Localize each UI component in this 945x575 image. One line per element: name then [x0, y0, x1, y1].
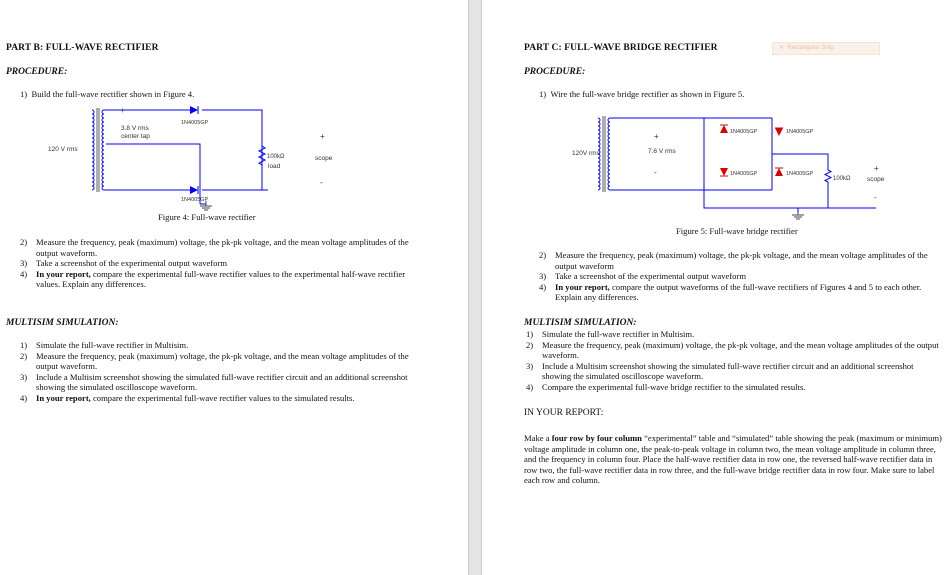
diode-top-label: 1N4005GP [181, 120, 209, 126]
plus-primary: + [120, 106, 125, 115]
diode-3-label: 1N4005GP [730, 171, 758, 177]
step-1-text: Wire the full-wave bridge rectifier as shown in Figure 5. [550, 89, 745, 99]
figure-4-circuit [0, 100, 468, 218]
multisim-step-2: 2) Measure the frequency, peak (maximum) voltage, the pk-pk voltage, and the mean voltage amplitudes of the output waveform. [20, 350, 409, 372]
source-label: 120V rms [572, 150, 600, 157]
right-page [482, 0, 945, 575]
multisim-step-4: 4) Compare the experimental full-wave bridge rectifier to the simulated results. [526, 381, 806, 392]
ground-symbol [792, 212, 804, 219]
diode-3-symbol [720, 168, 728, 176]
step-4: 4) In your report, compare the experimental full-wave rectifier values to the experimental half-wave rectifier values. Explain any differences. [20, 268, 406, 290]
procedure-label: PROCEDURE: [6, 67, 68, 77]
diode-bottom-symbol [190, 186, 198, 194]
center-tap-label: center tap [121, 133, 150, 140]
step-2: 2) Measure the frequency, peak (maximum) voltage, the pk-pk voltage, and the mean voltage amplitudes of the output waveform. [20, 237, 409, 258]
diode-bottom-label: 1N4005GP [181, 197, 209, 203]
diode-2-label: 1N4005GP [786, 129, 814, 135]
plus-secondary: + [654, 132, 659, 141]
diode-4-label: 1N4005GP [786, 171, 814, 177]
resistor-value: 100kΩ [267, 154, 285, 160]
multisim-steps [526, 329, 943, 393]
plus-scope: + [320, 132, 325, 141]
procedure-steps [20, 237, 415, 290]
step-1: 1) Build the full-wave rectifier shown in Figure 4. [20, 89, 195, 99]
multisim-step-3: 3) Include a Multisim screenshot showing the simulated full-wave rectifier circuit and an additional screenshot showing the simulated oscilloscope waveform. [20, 371, 408, 393]
multisim-steps [20, 340, 430, 404]
report-heading: IN YOUR REPORT: [524, 408, 604, 418]
primary-coil [92, 110, 94, 190]
resistor-value: 100kΩ [833, 176, 851, 182]
multisim-step-1: 1) Simulate the full-wave rectifier in Multisim. [526, 329, 695, 339]
step-3: 3) Take a screenshot of the experimental output waveform [539, 271, 747, 282]
page-gutter [468, 0, 482, 575]
step-3: 3) Take a screenshot of the experimental output waveform [20, 258, 228, 269]
step-1-text: Build the full-wave rectifier shown in Figure 4. [31, 89, 195, 99]
report-paragraph: Make a four row by four column “experimental” table and “simulated” table showing the peak (maximum or minimum) voltage amplitude in column one, the peak-to-peak voltage in column two, the mean voltage amplitude in column three, and the frequency in column four. Place the half-wave rectifier data in row one, the reversed half-wave rectifier data in row two, the full-wave rectifier data in row three, and the full-wave bridge rectifier data in row four. Make sure to label each row and column. [524, 433, 942, 486]
figure-4-caption: Figure 4: Full-wave rectifier [158, 212, 256, 222]
figure-5-caption: Figure 5: Full-wave bridge rectifier [676, 226, 798, 236]
minus-scope: - [320, 178, 323, 187]
step-4: 4) In your report, compare the output waveforms of the full-wave rectifiers of Figures 4 and 5 to each other. Explain any differences. [539, 281, 922, 303]
multisim-step-2: 2) Measure the frequency, peak (maximum) voltage, the pk-pk voltage, and the mean voltage amplitudes of the output waveform. [526, 339, 939, 361]
minus-scope: - [874, 193, 877, 202]
diode-1-label: 1N4005GP [730, 129, 758, 135]
resistor-label: load [268, 163, 281, 170]
secondary-coil [608, 118, 610, 190]
load-resistor [825, 170, 831, 182]
multisim-step-3: 3) Include a Multisim screenshot showing the simulated full-wave rectifier circuit and an additional screenshot showing the simulated oscilloscope waveform. [526, 360, 914, 382]
diode-1-symbol [720, 125, 728, 133]
minus-secondary: - [654, 168, 657, 177]
multisim-step-4: 4) In your report, compare the experimental full-wave rectifier values to the simulated results. [20, 392, 355, 403]
multisim-label: MULTISIM SIMULATION: [524, 318, 637, 328]
diode-2-symbol [775, 128, 783, 136]
snip-label: Rectangular Snip [787, 45, 834, 51]
step-1: 1) Wire the full-wave bridge rectifier as shown in Figure 5. [539, 89, 745, 99]
figure-5-circuit [482, 108, 945, 226]
part-c-heading: PART C: FULL-WAVE BRIDGE RECTIFIER [524, 43, 718, 53]
scope-label: scope [315, 155, 333, 162]
multisim-label: MULTISIM SIMULATION: [6, 318, 119, 328]
diode-top-symbol [190, 106, 198, 114]
procedure-label: PROCEDURE: [524, 67, 586, 77]
snip-icon: ✕ [779, 45, 785, 51]
source-label: 120 V rms [48, 146, 78, 153]
plus-scope: + [874, 164, 879, 173]
left-page [0, 0, 468, 575]
part-b-heading: PART B: FULL-WAVE RECTIFIER [6, 43, 159, 53]
multisim-step-1: 1) Simulate the full-wave rectifier in Multisim. [20, 340, 189, 350]
rectangular-snip-overlay[interactable] [772, 42, 880, 55]
scope-label: scope [867, 176, 885, 183]
procedure-steps [539, 250, 941, 303]
secondary-coil [102, 110, 104, 190]
diode-4-symbol [775, 168, 783, 176]
secondary-voltage: 7.6 V rms [648, 148, 676, 155]
center-tap-voltage: 3.8 V rms [121, 125, 149, 132]
step-2: 2) Measure the frequency, peak (maximum) voltage, the pk-pk voltage, and the mean voltage amplitudes of the output waveform [539, 250, 928, 271]
